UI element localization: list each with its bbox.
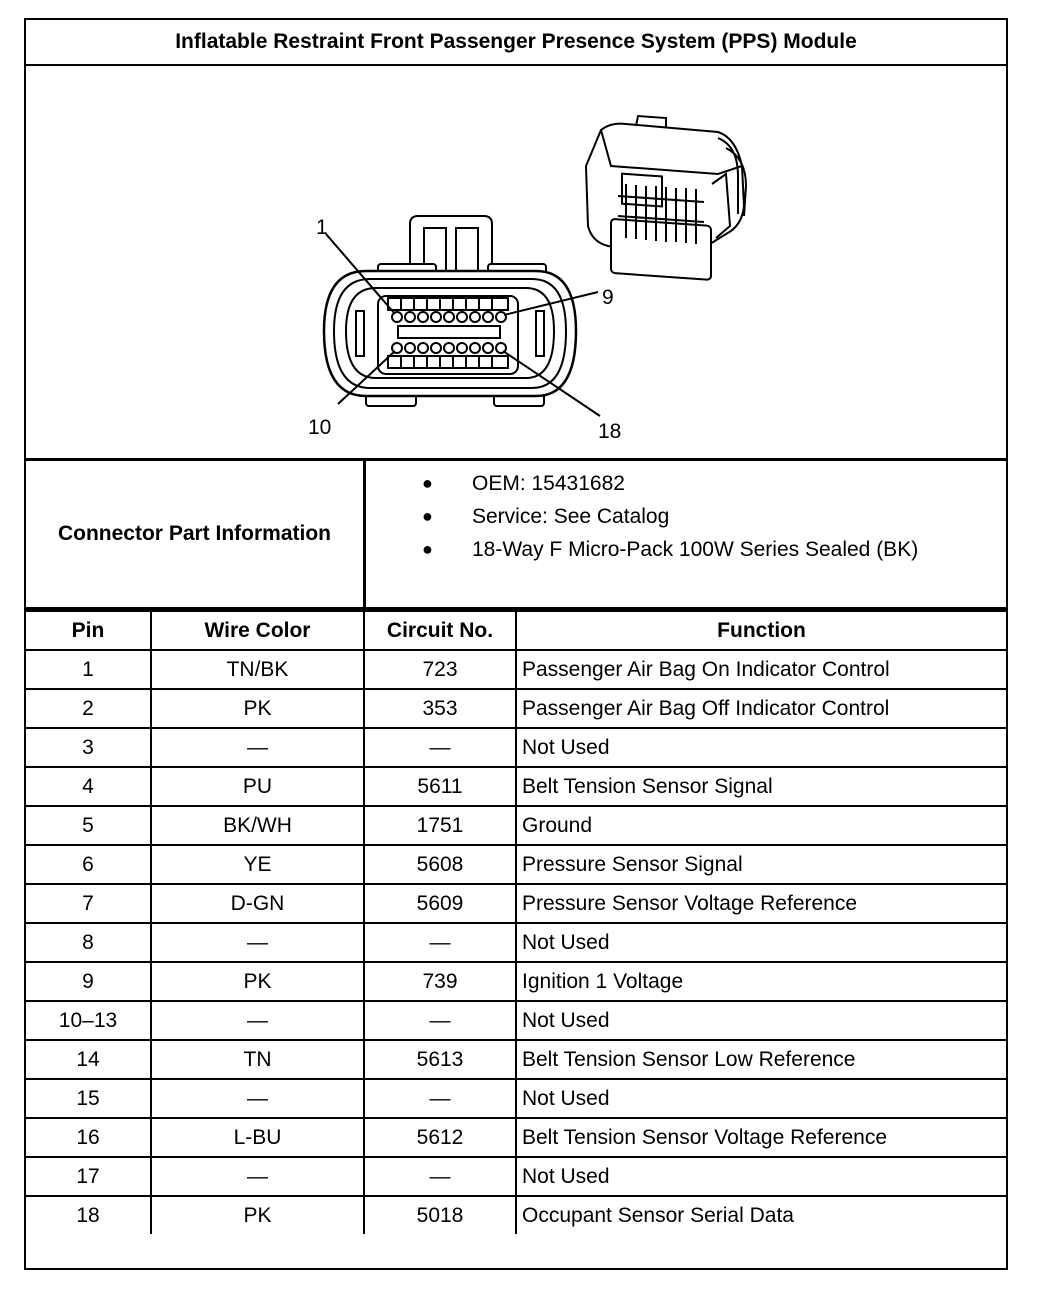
connector-info-text: OEM: 15431682 [472,472,625,495]
connector-info-label: Connector Part Information [26,461,366,607]
bullet-icon: ● [422,539,433,559]
function-cell: Not Used [516,1079,1006,1118]
pin-cell: 1 [26,650,151,689]
circuit-cell: 1751 [364,806,516,845]
function-cell: Ground [516,806,1006,845]
circuit-cell: 353 [364,689,516,728]
connector-isometric-view [586,116,746,280]
connector-info-item [366,533,1006,566]
table-row [26,923,1006,962]
bullet-icon: ● [422,506,433,526]
callout-pin-9: 9 [602,286,614,309]
function-cell: Pressure Sensor Voltage Reference [516,884,1006,923]
header-wire-color: Wire Color [151,611,364,650]
pin-cell: 16 [26,1118,151,1157]
function-cell: Not Used [516,923,1006,962]
table-row [26,650,1006,689]
wire-color-cell: PK [151,962,364,1001]
pin-cell: 14 [26,1040,151,1079]
function-cell: Belt Tension Sensor Signal [516,767,1006,806]
table-row [26,1001,1006,1040]
circuit-cell: 5611 [364,767,516,806]
connector-info-list [366,467,1006,566]
pin-cell: 18 [26,1196,151,1234]
connector-info-item [366,467,1006,500]
circuit-cell: 739 [364,962,516,1001]
connector-info-item [366,500,1006,533]
connector-sheet [24,18,1008,1270]
table-row [26,689,1006,728]
wire-color-cell: YE [151,845,364,884]
circuit-cell: 723 [364,650,516,689]
callout-pin-18: 18 [598,420,622,443]
function-cell: Not Used [516,1001,1006,1040]
pin-cell: 2 [26,689,151,728]
wire-color-cell: — [151,1079,364,1118]
wire-color-cell: PK [151,689,364,728]
connector-part-info [26,461,1006,610]
pin-cavities-top-row [392,312,506,322]
wire-color-cell: — [151,923,364,962]
pin-cavities-bottom-row [392,343,506,353]
circuit-cell: 5612 [364,1118,516,1157]
page-title: Inflatable Restraint Front Passenger Presence System (PPS) Module [26,20,1006,66]
wire-color-cell: BK/WH [151,806,364,845]
pinout-table [26,610,1006,1234]
function-cell: Ignition 1 Voltage [516,962,1006,1001]
connector-info-text: Service: See Catalog [472,505,670,528]
pin-cell: 9 [26,962,151,1001]
pin-cell: 15 [26,1079,151,1118]
pin-cell: 3 [26,728,151,767]
table-row [26,767,1006,806]
circuit-cell: — [364,1157,516,1196]
header-pin: Pin [26,611,151,650]
function-cell: Not Used [516,728,1006,767]
table-row [26,1157,1006,1196]
wire-color-cell: — [151,728,364,767]
table-row [26,1118,1006,1157]
connector-info-text: 18-Way F Micro-Pack 100W Series Sealed (BK) [472,538,919,561]
pin-cell: 10–13 [26,1001,151,1040]
pin-cell: 6 [26,845,151,884]
function-cell: Occupant Sensor Serial Data [516,1196,1006,1234]
pin-cell: 4 [26,767,151,806]
circuit-cell: 5613 [364,1040,516,1079]
circuit-cell: 5608 [364,845,516,884]
circuit-cell: — [364,1001,516,1040]
pin-cell: 8 [26,923,151,962]
table-row [26,1196,1006,1234]
wire-color-cell: D-GN [151,884,364,923]
table-row [26,845,1006,884]
circuit-cell: — [364,923,516,962]
circuit-cell: — [364,728,516,767]
header-function: Function [516,611,1006,650]
table-row [26,806,1006,845]
pin-cell: 5 [26,806,151,845]
function-cell: Belt Tension Sensor Low Reference [516,1040,1006,1079]
wire-color-cell: L-BU [151,1118,364,1157]
wire-color-cell: PU [151,767,364,806]
circuit-cell: — [364,1079,516,1118]
function-cell: Passenger Air Bag Off Indicator Control [516,689,1006,728]
pin-cell: 17 [26,1157,151,1196]
connector-diagram [26,66,1006,458]
wire-color-cell: TN [151,1040,364,1079]
table-row [26,884,1006,923]
bullet-icon: ● [422,473,433,493]
table-row [26,728,1006,767]
function-cell: Not Used [516,1157,1006,1196]
wire-color-cell: TN/BK [151,650,364,689]
wire-color-cell: PK [151,1196,364,1234]
table-header-row [26,611,1006,650]
wire-color-cell: — [151,1157,364,1196]
connector-figure [26,66,1006,461]
pin-cell: 7 [26,884,151,923]
circuit-cell: 5609 [364,884,516,923]
connector-front-view [324,216,576,406]
wire-color-cell: — [151,1001,364,1040]
function-cell: Pressure Sensor Signal [516,845,1006,884]
header-circuit-no: Circuit No. [364,611,516,650]
table-row [26,1040,1006,1079]
function-cell: Belt Tension Sensor Voltage Reference [516,1118,1006,1157]
table-row [26,1079,1006,1118]
table-row [26,962,1006,1001]
function-cell: Passenger Air Bag On Indicator Control [516,650,1006,689]
callout-pin-10: 10 [308,416,332,439]
circuit-cell: 5018 [364,1196,516,1234]
callout-pin-1: 1 [316,216,328,239]
